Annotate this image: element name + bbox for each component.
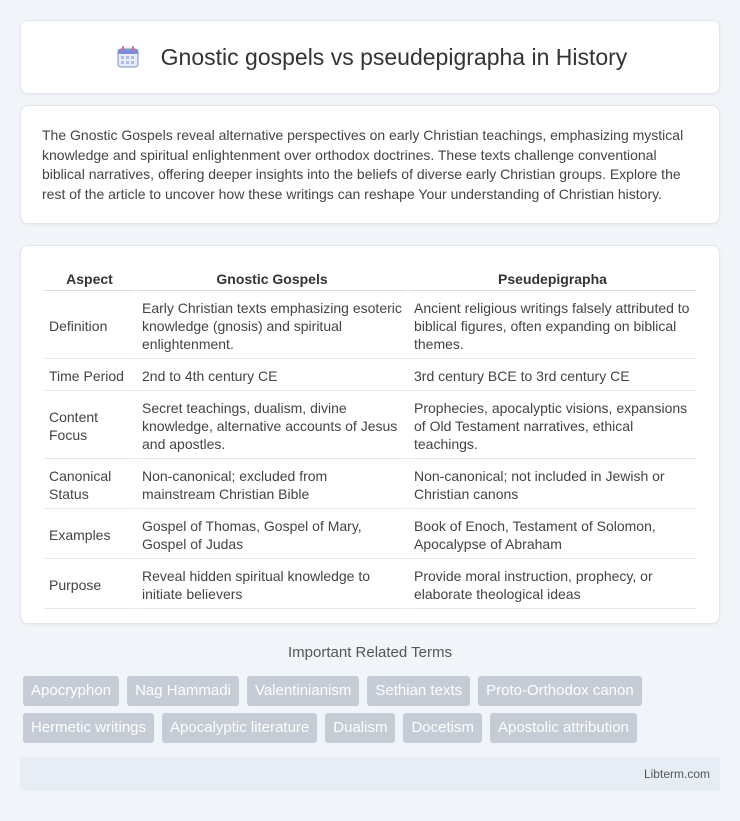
table-row <box>44 393 696 459</box>
cell-gnostic: Early Christian texts emphasizing esoteric knowledge (gnosis) and spiritual enlightenment. <box>137 293 407 359</box>
calendar-icon <box>113 42 143 72</box>
cell-aspect: Definition <box>44 293 135 359</box>
related-term-tag[interactable]: Valentinianism <box>247 676 359 706</box>
footer <box>20 757 720 791</box>
table-row <box>44 461 696 509</box>
cell-gnostic: Reveal hidden spiritual knowledge to initiate believers <box>137 561 407 609</box>
cell-pseudepigrapha: Non-canonical; not included in Jewish or Christian canons <box>409 461 696 509</box>
cell-pseudepigrapha: 3rd century BCE to 3rd century CE <box>409 361 696 391</box>
cell-gnostic: Gospel of Thomas, Gospel of Mary, Gospel of Judas <box>137 511 407 559</box>
table-row <box>44 561 696 609</box>
related-term-tag[interactable]: Sethian texts <box>367 676 470 706</box>
related-term-tag[interactable]: Apocryphon <box>23 676 119 706</box>
comparison-table-card <box>20 245 720 624</box>
intro-card <box>20 105 720 224</box>
title-card <box>20 20 720 94</box>
related-term-tag[interactable]: Apocalyptic literature <box>162 713 317 743</box>
table-row <box>44 293 696 359</box>
cell-pseudepigrapha: Prophecies, apocalyptic visions, expansions of Old Testament narratives, ethical teachings. <box>409 393 696 459</box>
header-pseudepigrapha: Pseudepigrapha <box>409 268 696 291</box>
related-terms-title: Important Related Terms <box>288 644 452 661</box>
related-term-tag[interactable]: Docetism <box>403 713 482 743</box>
cell-gnostic: Non-canonical; excluded from mainstream Christian Bible <box>137 461 407 509</box>
footer-site-link[interactable]: Libterm.com <box>643 767 710 781</box>
cell-gnostic: 2nd to 4th century CE <box>137 361 407 391</box>
table-header-row <box>44 268 696 291</box>
cell-pseudepigrapha: Ancient religious writings falsely attributed to biblical figures, often expanding on biblical themes. <box>409 293 696 359</box>
related-term-tag[interactable]: Hermetic writings <box>23 713 154 743</box>
cell-aspect: Time Period <box>44 361 135 391</box>
table-row <box>44 361 696 391</box>
cell-aspect: Canonical Status <box>44 461 135 509</box>
related-term-tag[interactable]: Apostolic attribution <box>490 713 637 743</box>
cell-aspect: Examples <box>44 511 135 559</box>
related-term-tag[interactable]: Proto-Orthodox canon <box>478 676 642 706</box>
related-term-tag[interactable]: Nag Hammadi <box>127 676 239 706</box>
related-terms-list <box>23 676 723 750</box>
header-aspect: Aspect <box>44 268 135 291</box>
comparison-table <box>42 266 698 611</box>
cell-pseudepigrapha: Book of Enoch, Testament of Solomon, Apocalypse of Abraham <box>409 511 696 559</box>
page-title: Gnostic gospels vs pseudepigrapha in History <box>160 43 628 70</box>
cell-gnostic: Secret teachings, dualism, divine knowledge, alternative accounts of Jesus and apostles. <box>137 393 407 459</box>
header-gnostic-gospels: Gnostic Gospels <box>137 268 407 291</box>
table-row <box>44 511 696 559</box>
intro-text: The Gnostic Gospels reveal alternative perspectives on early Christian teachings, emphasizing mystical knowledge and spiritual enlightenment over orthodox doctrines. These texts challenge conventional biblical narratives, offering deeper insights into the beliefs of diverse early Christian groups. Explore the rest of the article to uncover how these writings can reshape Your understanding of Christian history. <box>42 127 684 202</box>
related-term-tag[interactable]: Dualism <box>325 713 395 743</box>
cell-pseudepigrapha: Provide moral instruction, prophecy, or elaborate theological ideas <box>409 561 696 609</box>
cell-aspect: Purpose <box>44 561 135 609</box>
cell-aspect: Content Focus <box>44 393 135 459</box>
